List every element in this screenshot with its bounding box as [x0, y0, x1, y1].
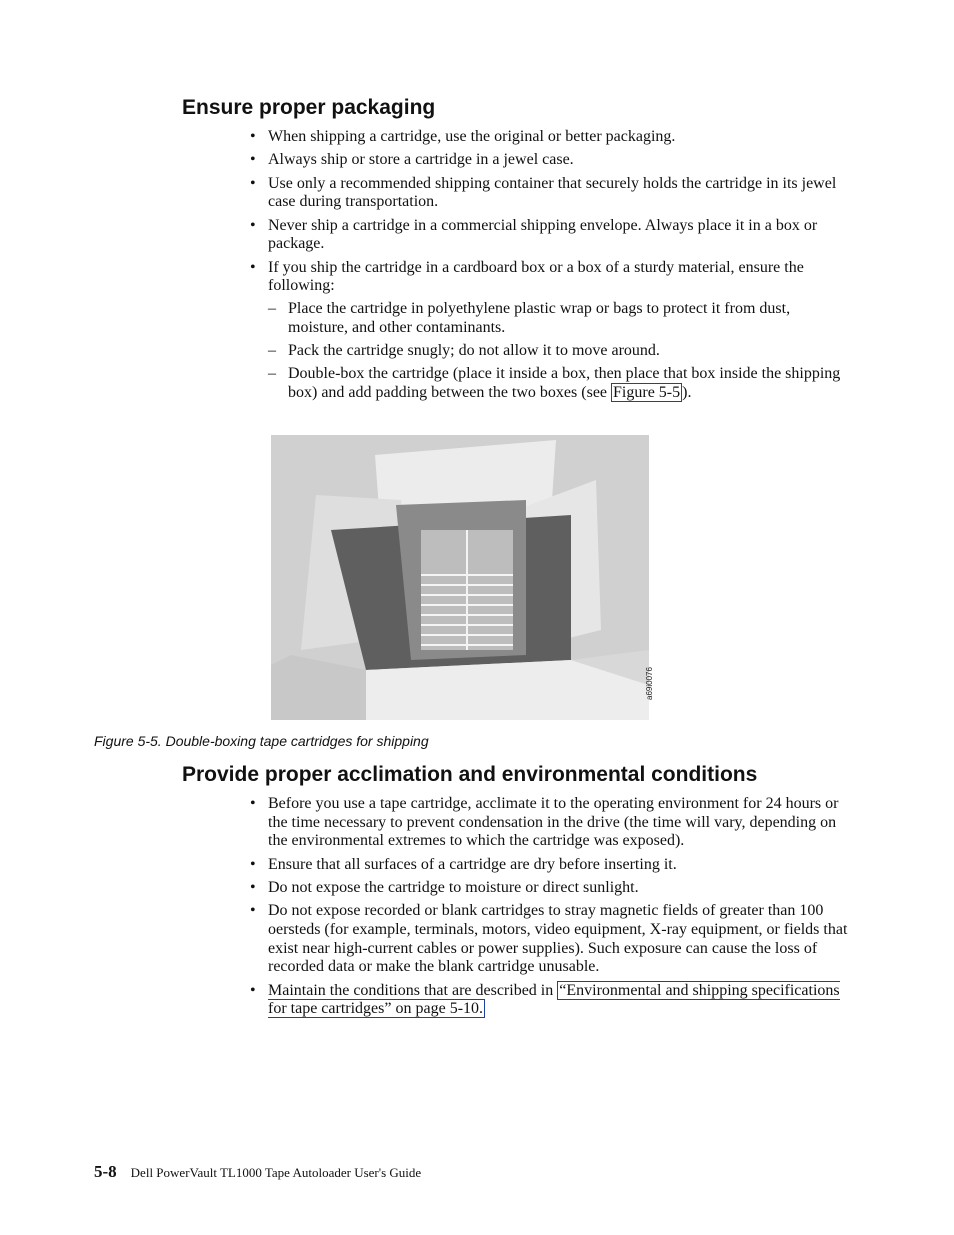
- section-heading-acclimation: Provide proper acclimation and environmental conditions: [182, 763, 758, 786]
- figure-id-label: a69i0076: [645, 667, 654, 700]
- list-item: [250, 175, 850, 212]
- list-item: [250, 217, 850, 254]
- bullet-marker: •: [250, 855, 256, 873]
- bullet-marker: •: [250, 128, 256, 145]
- sub-item-text: Pack the cartridge snugly; do not allow it to move around.: [288, 341, 660, 359]
- sub-item-text: Double-box the cartridge (place it inside a box, then place that box inside the shipping box) and add padding between the two boxes (see: [288, 364, 841, 401]
- bullet-marker: •: [250, 174, 256, 192]
- list-item-text: When shipping a cartridge, use the original or better packaging.: [268, 128, 676, 145]
- bullet-marker: •: [250, 216, 256, 234]
- list-item-text: Never ship a cartridge in a commercial shipping envelope. Always place it in a box or package.: [268, 216, 818, 253]
- double-box-illustration: [271, 435, 649, 720]
- dash-marker: –: [268, 364, 276, 382]
- list-item-text: Do not expose the cartridge to moisture or direct sunlight.: [268, 878, 639, 896]
- page-number: 5-8: [94, 1162, 117, 1181]
- list-item-text: Always ship or store a cartridge in a jewel case.: [268, 151, 574, 169]
- list-item-text: Do not expose recorded or blank cartridges to stray magnetic fields of greater than 100 oersteds (for example, terminals, motors, video equipment, X-ray equipment, or fields that exist near high-current cables or power supplies). Such exposure can cause the loss of recorded data or make the blank cartridge unusable.: [268, 902, 848, 976]
- list-item-text: Use only a recommended shipping container that securely holds the cartridge in its jewel case during transportation.: [268, 174, 837, 211]
- bullet-marker: •: [250, 878, 256, 896]
- bullet-marker: •: [250, 981, 256, 999]
- page-footer: [94, 1162, 421, 1182]
- dash-marker: –: [268, 299, 276, 317]
- list-item-text: If you ship the cartridge in a cardboard box or a box of a sturdy material, ensure the following:: [268, 258, 804, 295]
- bullet-marker: •: [250, 258, 256, 276]
- box-photo: [271, 435, 649, 720]
- bullet-marker: •: [250, 795, 256, 812]
- sub-list: [268, 300, 850, 402]
- document-title: Dell PowerVault TL1000 Tape Autoloader User's Guide: [130, 1165, 422, 1180]
- sub-list-item: [268, 300, 850, 337]
- environmental-specs-link[interactable]: “Environmental and shipping specifications for tape cartridges” on page 5-10.: [268, 981, 840, 1018]
- bullet-marker: •: [250, 151, 256, 169]
- section-heading-packaging: Ensure proper packaging: [182, 96, 436, 119]
- list-item-text: Ensure that all surfaces of a cartridge are dry before inserting it.: [268, 855, 677, 873]
- sub-list-item: [268, 342, 850, 361]
- acclimation-list: [250, 795, 850, 1024]
- list-item: [250, 259, 850, 402]
- sub-item-text: Place the cartridge in polyethylene plastic wrap or bags to protect it from dust, moisture, and other contaminants.: [288, 299, 791, 336]
- list-item: [250, 902, 850, 976]
- list-item: [250, 982, 850, 1019]
- list-item: [250, 151, 850, 170]
- dash-marker: –: [268, 341, 276, 359]
- list-item: [250, 795, 850, 851]
- list-item-text: Before you use a tape cartridge, acclimate it to the operating environment for 24 hours or the time necessary to prevent condensation in the drive (the time will vary, depending on the environmental extremes to which the cartridge was exposed).: [268, 795, 839, 850]
- list-item: [250, 879, 850, 898]
- packaging-list: [250, 128, 850, 407]
- sub-item-text-end: ).: [682, 383, 692, 401]
- list-item: [250, 856, 850, 875]
- figure-caption: Figure 5-5. Double-boxing tape cartridges for shipping: [94, 733, 429, 749]
- bullet-marker: •: [250, 902, 256, 920]
- sub-list-item: [268, 365, 850, 402]
- list-item: [250, 128, 850, 147]
- list-item-text: Maintain the conditions that are described in: [268, 981, 558, 999]
- figure-reference-link[interactable]: Figure 5-5: [613, 383, 681, 401]
